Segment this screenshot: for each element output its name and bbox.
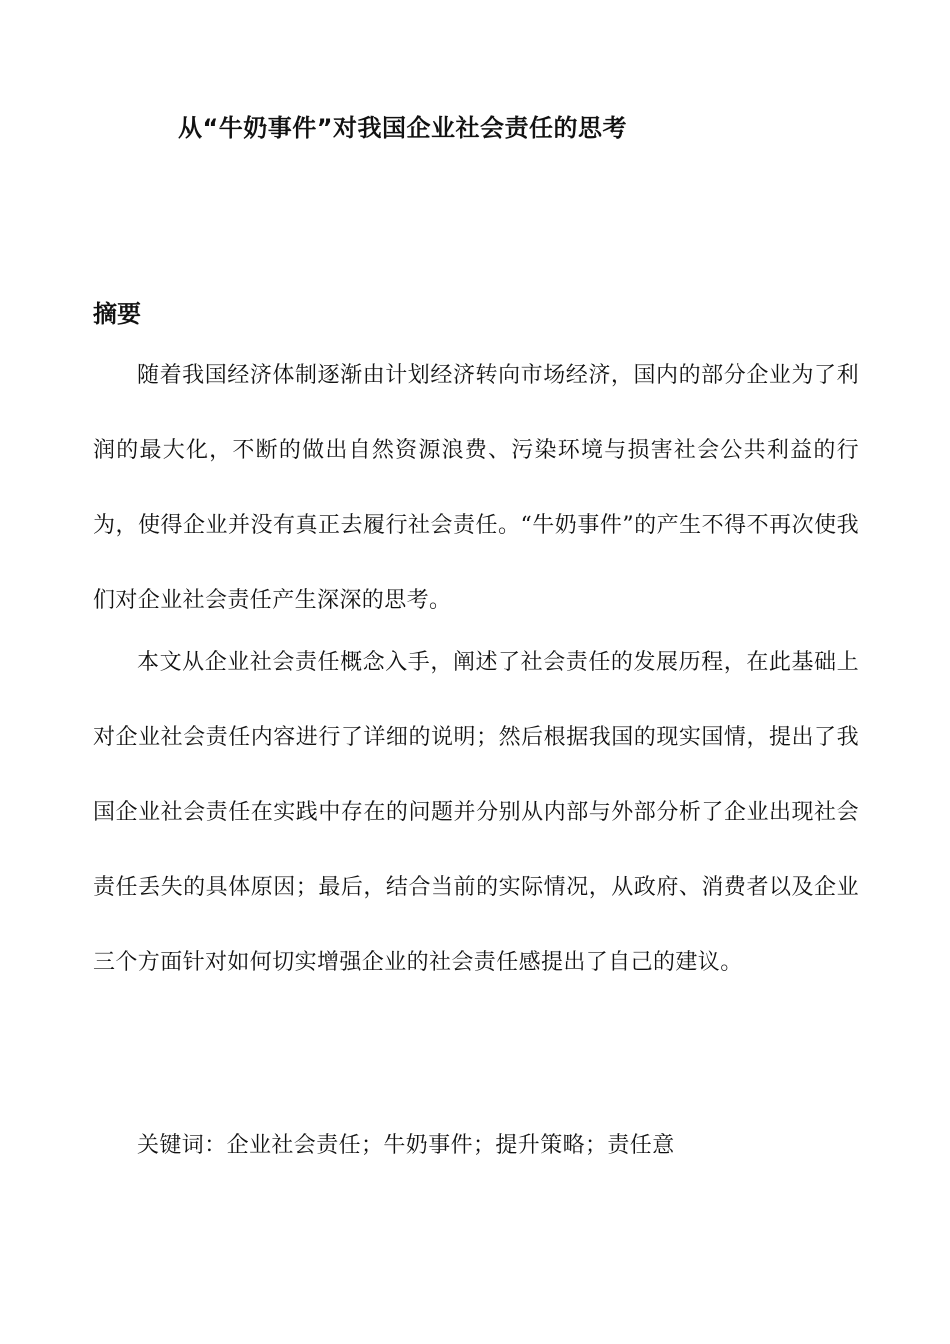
abstract-paragraph-2: 本文从企业社会责任概念入手，阐述了社会责任的发展历程，在此基础上对企业社会责任内容进行了详细的说明；然后根据我国的现实国情，提出了我国企业社会责任在实践中存在的问题并分别从内部与外部分析了企业出现社会责任丢失的具体原因；最后，结合当前的实际情况，从政府、消费者以及企业三个方面针对如何切实增强企业的社会责任感提出了自己的建议。: [93, 650, 859, 975]
document-title: 从“牛奶事件”对我国企业社会责任的思考: [178, 114, 628, 142]
abstract-heading: 摘要: [93, 300, 141, 328]
abstract-paragraph-1: 随着我国经济体制逐渐由计划经济转向市场经济，国内的部分企业为了利润的最大化，不断的做出自然资源浪费、污染环境与损害社会公共利益的行为，使得企业并没有真正去履行社会责任。“牛奶事件”的产生不得不再次使我们对企业社会责任产生深深的思考。: [93, 363, 859, 613]
keywords-line: 关键词：企业社会责任；牛奶事件；提升策略；责任意: [137, 1133, 675, 1158]
